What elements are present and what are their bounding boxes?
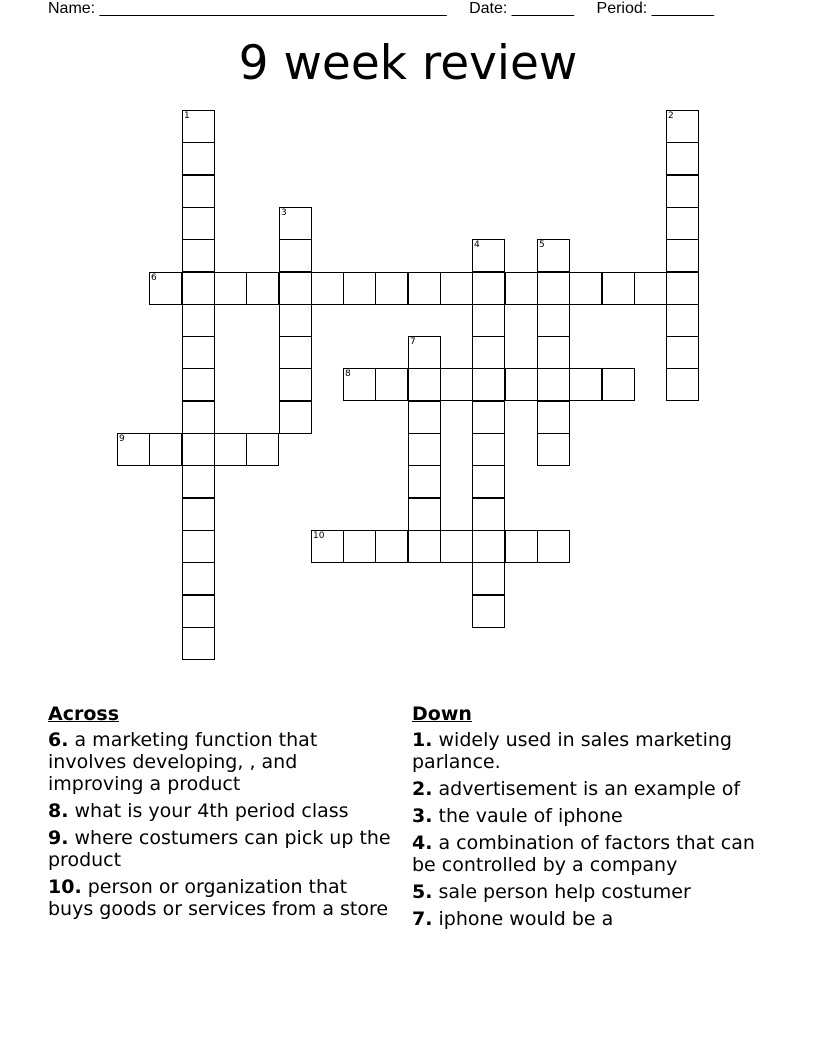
crossword-cell[interactable] [311,272,344,305]
crossword-cell[interactable] [408,530,441,563]
date-label: Date: [469,0,508,17]
period-blank[interactable]: _______ [651,0,714,17]
crossword-cell[interactable] [408,433,441,466]
crossword-cell[interactable] [182,530,215,563]
clue-number-label: 4. [412,832,433,854]
clue-number: 7 [410,337,416,347]
crossword-cell[interactable] [440,530,473,563]
crossword-cell[interactable] [343,368,376,401]
crossword-cell[interactable] [182,304,215,337]
crossword-cell[interactable] [537,401,570,434]
crossword-cell[interactable] [408,498,441,531]
across-clues [48,703,393,925]
clue-text: person or organization that buys goods or services from a store [48,876,389,920]
clue-number: 6 [151,273,157,283]
clue-number-label: 5. [412,881,433,903]
period-label: Period: [596,0,648,17]
crossword-cell[interactable] [375,530,408,563]
clue-number: 9 [119,434,125,444]
clue-text: where costumers can pick up the product [48,827,391,871]
crossword-cell[interactable] [440,272,473,305]
down-clue [412,729,757,773]
across-clue [48,729,393,795]
clue-number: 1 [184,111,190,121]
clue-number: 8 [345,369,351,379]
crossword-cell[interactable] [182,401,215,434]
down-clue [412,805,757,827]
name-label: Name: [48,0,96,17]
clue-number: 2 [668,111,674,121]
crossword-cell[interactable] [666,239,699,272]
clue-number: 10 [313,531,325,541]
crossword-cell[interactable] [246,433,279,466]
clue-number-label: 8. [48,800,69,822]
crossword-cell[interactable] [343,272,376,305]
clue-text: iphone would be a [438,908,614,930]
crossword-cell[interactable] [537,368,570,401]
down-clue [412,908,757,930]
crossword-cell[interactable] [537,433,570,466]
clue-number-label: 6. [48,729,69,751]
crossword-cell[interactable] [602,272,635,305]
crossword-cell[interactable] [182,142,215,175]
crossword-cell[interactable] [472,498,505,531]
clue-text: a marketing function that involves developing, , and improving a product [48,729,318,795]
crossword-cell[interactable] [666,207,699,240]
name-blank[interactable]: _______________________________________ [99,0,447,17]
across-clue [48,876,393,920]
crossword-cell[interactable] [117,433,150,466]
crossword-cell[interactable] [537,336,570,369]
crossword-cell[interactable] [666,368,699,401]
crossword-cell[interactable] [472,368,505,401]
crossword-cell[interactable] [149,272,182,305]
crossword-cell[interactable] [537,239,570,272]
crossword-cell[interactable] [246,272,279,305]
crossword-cell[interactable] [472,595,505,628]
crossword-cell[interactable] [472,336,505,369]
crossword-cell[interactable] [182,627,215,660]
crossword-cell[interactable] [182,595,215,628]
clue-number-label: 7. [412,908,433,930]
crossword-cell[interactable] [279,368,312,401]
down-clue [412,881,757,903]
crossword-cell[interactable] [472,433,505,466]
crossword-cell[interactable] [472,239,505,272]
clue-number-label: 1. [412,729,433,751]
crossword-cell[interactable] [182,272,215,305]
clue-number-label: 10. [48,876,82,898]
crossword-cell[interactable] [408,401,441,434]
crossword-cell[interactable] [472,304,505,337]
clue-number: 5 [539,240,545,250]
crossword-cell[interactable] [182,110,215,143]
crossword-cell[interactable] [279,272,312,305]
crossword-cell[interactable] [279,401,312,434]
clue-text: advertisement is an example of [438,778,741,800]
down-clue-list [412,729,757,930]
crossword-cell[interactable] [537,530,570,563]
crossword-cell[interactable] [182,336,215,369]
crossword-cell[interactable] [214,272,247,305]
across-clue [48,800,393,822]
crossword-cell[interactable] [505,368,538,401]
clue-text: the vaule of iphone [438,805,623,827]
crossword-cell[interactable] [472,272,505,305]
crossword-cell[interactable] [569,368,602,401]
across-clue [48,827,393,871]
crossword-cell[interactable] [408,336,441,369]
down-clue [412,832,757,876]
clue-number-label: 2. [412,778,433,800]
crossword-cell[interactable] [311,530,344,563]
crossword-cell[interactable] [569,272,602,305]
down-heading: Down [412,703,472,725]
crossword-cell[interactable] [375,272,408,305]
crossword-cell[interactable] [666,142,699,175]
clue-text: widely used in sales marketing parlance. [412,729,732,773]
crossword-cell[interactable] [279,207,312,240]
crossword-cell[interactable] [666,272,699,305]
crossword-cell[interactable] [440,368,473,401]
clue-text: a combination of factors that can be controlled by a company [412,832,755,876]
crossword-cell[interactable] [472,530,505,563]
crossword-cell[interactable] [537,304,570,337]
clue-text: sale person help costumer [438,881,691,903]
page-title: 9 week review [238,36,578,91]
across-clue-list [48,729,393,920]
clue-number: 3 [281,208,287,218]
crossword-cell[interactable] [602,368,635,401]
down-clue [412,778,757,800]
crossword-cell[interactable] [182,465,215,498]
crossword-cell[interactable] [182,562,215,595]
down-clues [412,703,757,935]
clue-number: 4 [474,240,480,250]
crossword-cell[interactable] [182,175,215,208]
crossword-cell[interactable] [214,433,247,466]
crossword-cell[interactable] [666,304,699,337]
crossword-cell[interactable] [182,498,215,531]
crossword-cell[interactable] [182,433,215,466]
crossword-cell[interactable] [182,207,215,240]
crossword-cell[interactable] [279,239,312,272]
crossword-cell[interactable] [279,336,312,369]
clue-text: what is your 4th period class [74,800,349,822]
crossword-cell[interactable] [375,368,408,401]
crossword-cell[interactable] [279,304,312,337]
crossword-cell[interactable] [408,368,441,401]
crossword-cell[interactable] [537,272,570,305]
crossword-cell[interactable] [182,239,215,272]
crossword-cell[interactable] [666,336,699,369]
date-blank[interactable]: _______ [511,0,575,17]
crossword-cell[interactable] [666,110,699,143]
crossword-cell[interactable] [408,465,441,498]
crossword-cell[interactable] [408,272,441,305]
clue-number-label: 3. [412,805,433,827]
across-heading: Across [48,703,120,725]
crossword-cell[interactable] [472,401,505,434]
crossword-cell[interactable] [505,272,538,305]
crossword-cell[interactable] [182,368,215,401]
crossword-cell[interactable] [472,465,505,498]
crossword-cell[interactable] [634,272,667,305]
crossword-cell[interactable] [343,530,376,563]
crossword-cell[interactable] [472,562,505,595]
crossword-cell[interactable] [149,433,182,466]
crossword-cell[interactable] [505,530,538,563]
clue-number-label: 9. [48,827,69,849]
crossword-cell[interactable] [666,175,699,208]
